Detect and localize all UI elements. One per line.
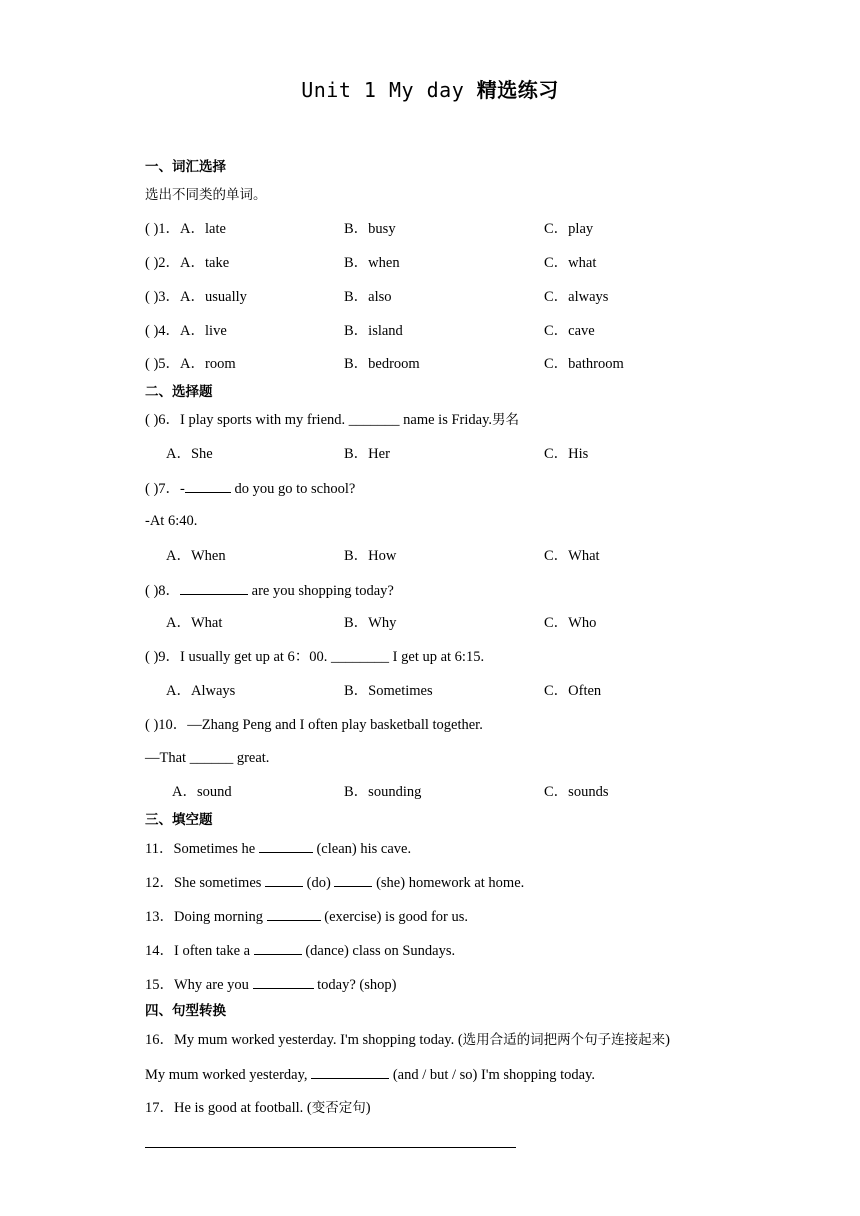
section-instruction: 选出不同类的单词。 <box>145 187 267 203</box>
question-8: ( )8． are you shopping today? <box>145 580 394 601</box>
option-a: A．When <box>166 548 226 564</box>
question-16-line2: My mum worked yesterday, (and / but / so) I'm shopping today. <box>145 1064 595 1085</box>
option-b: B．also <box>344 289 392 305</box>
question-10-line2: —That ______ great. <box>145 750 270 766</box>
option-c: C．play <box>544 221 594 237</box>
section-heading-4: 四、句型转换 <box>145 1003 226 1019</box>
answer-blank <box>267 906 321 921</box>
option-a: A．What <box>166 615 223 631</box>
question-16: 16．My mum worked yesterday. I'm shopping today. (选用合适的词把两个句子连接起来) <box>145 1032 671 1048</box>
option-a: A．Always <box>166 683 236 699</box>
page-title: Unit 1 My day 精选练习 <box>301 78 559 102</box>
answer-line <box>145 1147 516 1148</box>
question-9: ( )9．I usually get up at 6：00. ________ I get up at 6:15. <box>145 649 485 665</box>
answer-blank <box>254 940 302 955</box>
section-heading-3: 三、填空题 <box>145 812 213 828</box>
option-b: B．when <box>344 255 400 271</box>
answer-blank <box>185 478 231 493</box>
option-b: B．sounding <box>344 784 422 800</box>
option-b: B．How <box>344 548 397 564</box>
option-c: C．Who <box>544 615 597 631</box>
option-c: C．sounds <box>544 784 609 800</box>
question-7: ( )7．- do you go to school? <box>145 478 355 499</box>
question-15: 15．Why are you today? (shop) <box>145 974 396 995</box>
option-b: B．Her <box>344 446 390 462</box>
option-c: C．always <box>544 289 609 305</box>
option-c: C．What <box>544 548 600 564</box>
option-b: B．Why <box>344 615 397 631</box>
question-6: ( )6．I play sports with my friend. _______ name is Friday.男名 <box>145 412 520 428</box>
option-c: C．cave <box>544 323 595 339</box>
option-b: B．busy <box>344 221 396 237</box>
question-3: ( )3．A．usually <box>145 289 247 305</box>
question-14: 14．I often take a (dance) class on Sundays. <box>145 940 455 961</box>
option-b: B．Sometimes <box>344 683 433 699</box>
option-b: B．bedroom <box>344 356 420 372</box>
question-1: ( )1．A．late <box>145 221 226 237</box>
answer-blank <box>334 872 372 887</box>
question-7-answer: -At 6:40. <box>145 513 198 529</box>
option-c: C．bathroom <box>544 356 624 372</box>
answer-blank <box>265 872 303 887</box>
option-c: C．what <box>544 255 597 271</box>
section-heading-2: 二、选择题 <box>145 384 213 400</box>
question-5: ( )5．A．room <box>145 356 236 372</box>
question-2: ( )2．A．take <box>145 255 230 271</box>
answer-blank <box>180 580 248 595</box>
answer-blank <box>311 1064 389 1079</box>
section-heading-1: 一、词汇选择 <box>145 159 226 175</box>
question-12: 12．She sometimes (do) (she) homework at home. <box>145 872 524 893</box>
question-10: ( )10．—Zhang Peng and I often play basketball together. <box>145 717 483 733</box>
option-c: C．Often <box>544 683 602 699</box>
question-13: 13．Doing morning (exercise) is good for us. <box>145 906 468 927</box>
answer-blank <box>259 838 313 853</box>
answer-blank <box>253 974 314 989</box>
option-a: A．She <box>166 446 213 462</box>
question-4: ( )4．A．live <box>145 323 227 339</box>
option-b: B．island <box>344 323 403 339</box>
option-a: A．sound <box>172 784 232 800</box>
option-c: C．His <box>544 446 589 462</box>
question-11: 11．Sometimes he (clean) his cave. <box>145 838 411 859</box>
question-17: 17．He is good at football. (变否定句) <box>145 1100 371 1116</box>
